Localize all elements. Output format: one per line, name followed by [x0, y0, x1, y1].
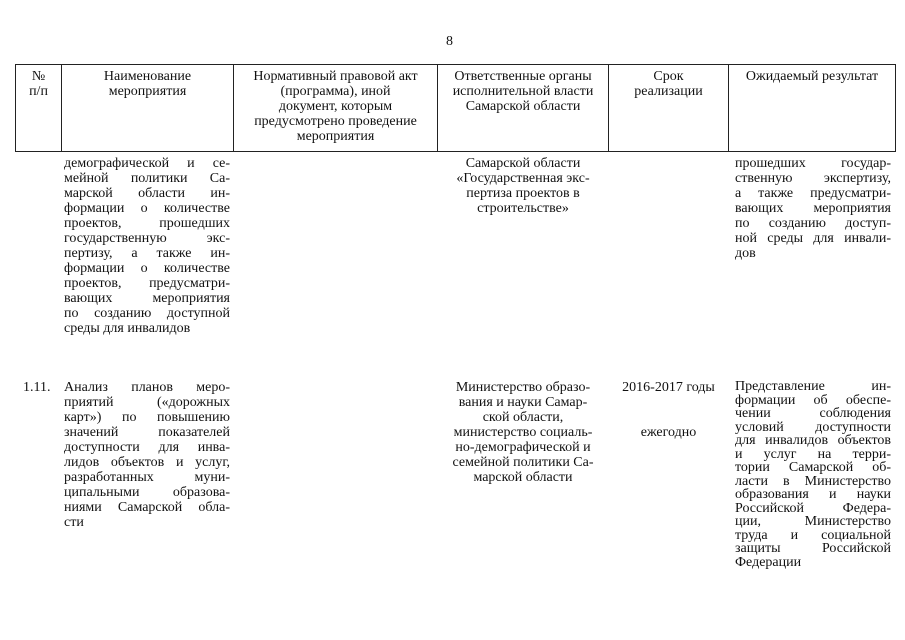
text-line: карт») по повышению — [64, 410, 230, 425]
text-line: проектов, прошедших — [64, 216, 230, 231]
text-line: чении соблюдения — [735, 406, 891, 421]
row-event-name — [64, 380, 230, 530]
text-line: защиты Российской — [735, 541, 891, 556]
text-line: доступности для инва- — [64, 440, 230, 455]
header-bottom-border — [15, 151, 896, 152]
header-number — [16, 69, 61, 99]
row-number: 1.11. — [23, 380, 51, 395]
header-term — [609, 69, 728, 99]
header-line: исполнительной власти — [452, 84, 594, 99]
header-line: Нормативный правовой акт — [253, 69, 418, 84]
header-line: Ответственные органы — [454, 69, 592, 84]
text-line: вающих мероприятия — [64, 291, 230, 306]
header-line: мероприятия — [108, 84, 187, 99]
header-line: мероприятия — [296, 129, 375, 144]
text-line: пертиза проектов в — [466, 186, 580, 201]
row-expected-result — [735, 380, 891, 569]
term-frequency: ежегодно — [640, 425, 697, 440]
text-line: Федерации — [735, 554, 802, 570]
text-line: ции, Министерство — [735, 514, 891, 529]
text-line: по созданию доступ- — [735, 216, 891, 231]
text-line: марской области — [473, 470, 573, 485]
text-line: мейной политики Са- — [64, 171, 230, 186]
text-line: государственную экс- — [64, 231, 230, 246]
row-responsible-organs — [440, 380, 606, 485]
text-line: Российской Федера- — [735, 500, 891, 516]
text-line: Самарской области — [465, 156, 581, 171]
text-line: для инвалидов объектов — [735, 433, 891, 448]
header-line: реализации — [634, 84, 703, 99]
text-line: сти — [64, 515, 84, 530]
text-line: но-демографической и — [455, 440, 591, 455]
text-line: Анализ планов меро- — [64, 380, 230, 395]
text-line: ственную экспертизу, — [735, 171, 891, 186]
header-line: № — [31, 69, 46, 84]
header-line: Срок — [653, 69, 684, 84]
header-event-name — [62, 69, 233, 99]
text-line: «Государственная экс- — [456, 171, 590, 186]
header-responsible-organs — [438, 69, 608, 114]
text-line: прошедших государ- — [735, 156, 891, 171]
header-line: Ожидаемый результат — [745, 69, 879, 84]
text-line: среды для инвалидов — [64, 321, 191, 336]
text-line: формации о количестве — [64, 261, 230, 276]
text-line: ской области, — [482, 410, 564, 425]
text-line: строительстве» — [477, 201, 569, 216]
text-line: значений показателей — [64, 425, 230, 440]
header-line: предусмотрено проведение — [254, 114, 417, 129]
row-term — [609, 380, 728, 440]
spacer-line — [609, 395, 728, 410]
text-line: труда и социальной — [735, 527, 891, 543]
text-line: ной среды для инвали- — [735, 231, 891, 246]
header-line: документ, которым — [278, 99, 393, 114]
text-line: условий доступности — [735, 419, 891, 435]
continued-responsible-organs — [440, 156, 606, 216]
text-line: образования и науки — [735, 487, 891, 502]
text-line: тории Самарской об- — [735, 460, 891, 475]
text-line: семейной политики Са- — [452, 455, 594, 470]
text-line: вания и науки Самар- — [458, 395, 588, 410]
text-line: вающих мероприятия — [735, 201, 891, 216]
text-line: ципальными образова- — [64, 485, 230, 500]
text-line: Представление ин- — [735, 379, 891, 394]
text-line: формации о количестве — [64, 201, 230, 216]
text-line: марской области ин- — [64, 186, 230, 201]
text-line: дов — [735, 246, 756, 261]
continued-event-name — [64, 156, 230, 336]
spacer-line — [609, 410, 728, 425]
header-line: п/п — [29, 84, 48, 99]
text-line: Министерство образо- — [455, 380, 591, 395]
table-top-border — [15, 64, 896, 65]
text-line: по созданию доступной — [64, 306, 230, 321]
text-line: а также предусматри- — [735, 186, 891, 201]
text-line: лидов объектов и услуг, — [64, 455, 230, 470]
text-line: разработанных муни- — [64, 470, 230, 485]
header-line: Самарской области — [465, 99, 581, 114]
table-right-border — [895, 64, 896, 152]
text-line: министерство социаль- — [453, 425, 593, 440]
header-line: Наименование — [103, 69, 192, 84]
continued-expected-result — [735, 156, 891, 261]
term-period: 2016-2017 годы — [622, 380, 715, 395]
text-line: ласти в Министерство — [735, 473, 891, 489]
page-number: 8 — [446, 34, 453, 49]
text-line: приятий («дорожных — [64, 395, 230, 410]
text-line: проектов, предусматри- — [64, 276, 230, 291]
header-line: (программа), иной — [280, 84, 391, 99]
text-line: пертизу, а также ин- — [64, 246, 230, 261]
header-legal-act — [234, 69, 437, 144]
header-expected-result — [729, 69, 895, 84]
text-line: ниями Самарской обла- — [64, 500, 230, 515]
text-line: демографической и се- — [64, 156, 230, 171]
text-line: и услуг на терри- — [735, 446, 891, 462]
text-line: формации об обеспе- — [735, 392, 891, 408]
